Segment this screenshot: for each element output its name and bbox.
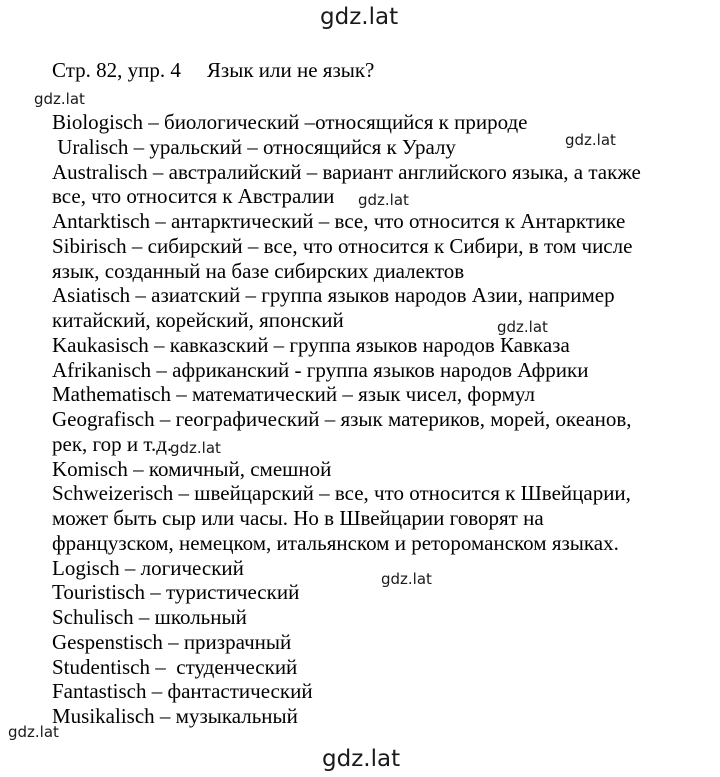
list-line: Touristisch – туристический	[52, 580, 300, 605]
watermark-top: gdz.lat	[320, 4, 399, 30]
list-line: язык, созданный на базе сибирских диалектов	[52, 258, 465, 283]
watermark-small: gdz.lat	[170, 439, 221, 457]
list-line: все, что относится к Австралии	[52, 184, 335, 209]
watermark-small: gdz.lat	[497, 318, 548, 336]
list-line: Schulisch – школьный	[52, 605, 247, 629]
watermark-small: gdz.lat	[34, 90, 85, 108]
list-line: Uralisch – уральский – относящийся к Уралу	[52, 134, 456, 159]
vocabulary-list	[52, 110, 641, 729]
list-line: Australisch – австралийский – вариант английского языка, а также	[52, 159, 641, 184]
exercise-title: Язык или не язык?	[206, 58, 375, 82]
list-line: Gespenstisch – призрачный	[52, 629, 292, 654]
watermark-bottom: gdz.lat	[322, 746, 401, 772]
list-line: Komisch – комичный, смешной	[52, 456, 332, 481]
watermark-small: gdz.lat	[8, 723, 59, 741]
list-line: французском, немецком, итальянском и ретороманском языках.	[52, 530, 619, 555]
watermark-small: gdz.lat	[565, 131, 616, 149]
list-line: Afrikanisch – африканский - группа языков народов Африки	[52, 357, 589, 382]
list-line: Schweizerisch – швейцарский – все, что относится к Швейцарии,	[52, 481, 631, 506]
list-line: Fantastisch – фантастический	[52, 679, 313, 704]
list-line: Biologisch – биологический –относящийся к природе	[52, 110, 528, 134]
list-line: рек, гор и т.д.	[52, 431, 173, 456]
list-line: Sibirisch – сибирский – все, что относится к Сибири, в том числе	[52, 233, 633, 258]
list-line: Musikalisch – музыкальный	[52, 704, 298, 728]
list-line: может быть сыр или часы. Но в Швейцарии говорят на	[52, 506, 544, 530]
watermark-small: gdz.lat	[358, 191, 409, 209]
list-line: Studentisch – студенческий	[52, 654, 298, 679]
watermark-small: gdz.lat	[381, 570, 432, 588]
list-line: Geografisch – географический – язык материков, морей, океанов,	[52, 407, 632, 431]
list-line: Mathematisch – математический – язык чисел, формул	[52, 382, 535, 407]
list-line: Antarktisch – антарктический – все, что относится к Антарктике	[52, 209, 626, 233]
list-line: Logisch – логический	[52, 555, 244, 580]
list-line: Kaukasisch – кавказский – группа языков народов Кавказа	[52, 332, 570, 357]
exercise-header	[52, 58, 374, 83]
list-line: китайский, корейский, японский	[52, 308, 344, 332]
list-line: Asiatisch – азиатский – группа языков народов Азии, например	[52, 283, 615, 308]
page-reference: Стр. 82, упр. 4	[52, 58, 181, 82]
